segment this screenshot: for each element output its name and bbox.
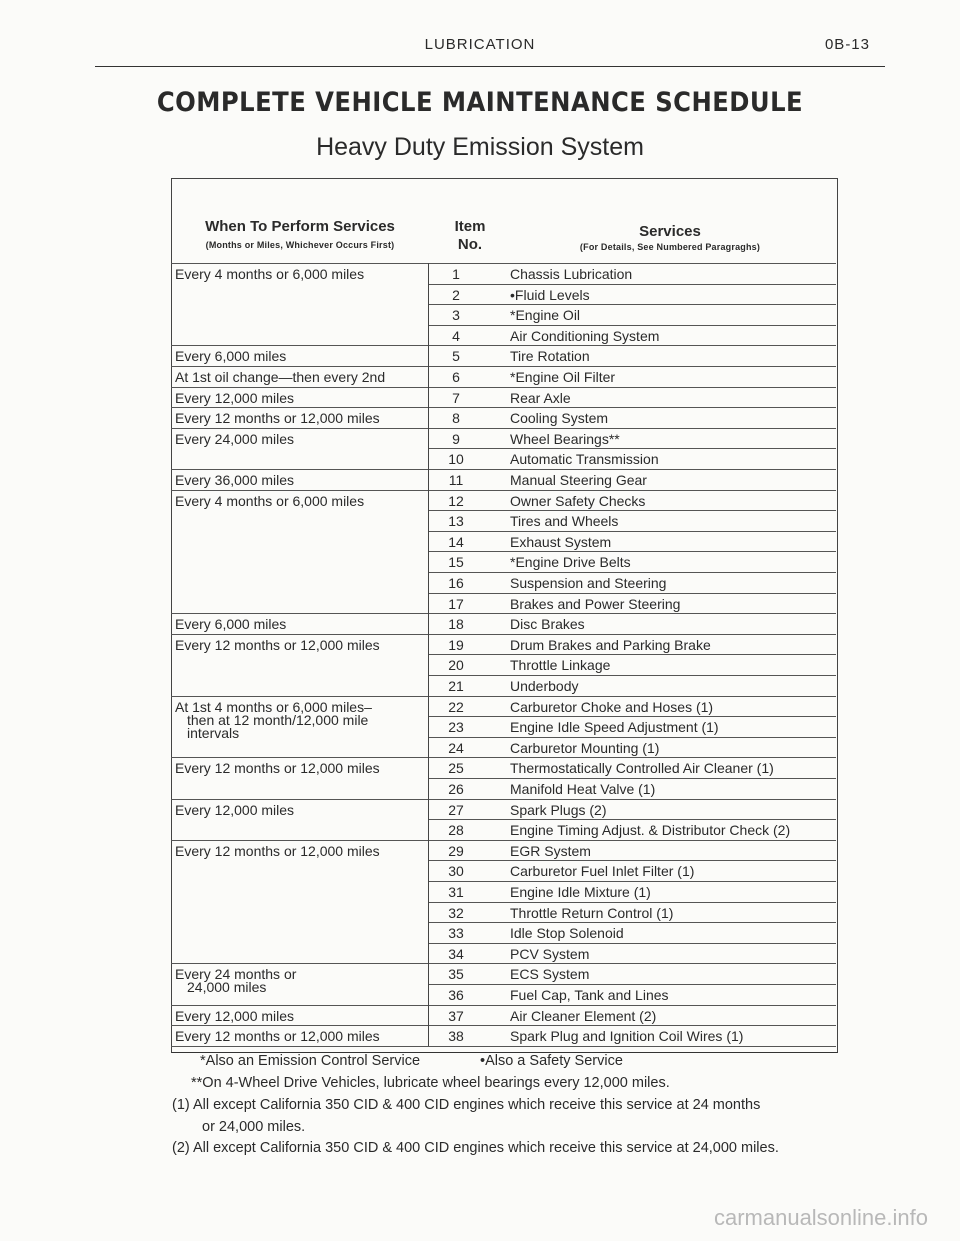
when-cell: Every 24,000 miles <box>175 430 295 447</box>
when-cell: Every 4 months or 6,000 miles <box>175 492 365 509</box>
service-name: Suspension and Steering <box>510 575 667 591</box>
when-cell: Every 24 months or <box>175 966 297 983</box>
item-number: 6 <box>452 369 460 385</box>
col-header-item: Item <box>454 218 486 235</box>
service-name: Thermostatically Controlled Air Cleaner (1) <box>510 760 774 777</box>
row-rule <box>428 984 836 985</box>
service-name: Automatic Transmission <box>510 451 659 468</box>
service-name: Tires and Wheels <box>510 513 619 530</box>
when-cell: Every 12,000 miles <box>175 801 295 818</box>
when-cell: Every 12 months or 12,000 miles <box>175 842 380 859</box>
when-cell: Every 12,000 miles <box>175 1007 295 1024</box>
row-rule <box>428 448 836 449</box>
row-rule <box>428 654 836 655</box>
item-number: 27 <box>448 801 464 818</box>
service-name: Throttle Linkage <box>510 657 611 674</box>
item-number: 29 <box>448 842 464 859</box>
row-rule <box>428 943 836 944</box>
item-number: 35 <box>448 966 464 983</box>
item-number: 1 <box>452 266 460 282</box>
service-name: Air Cleaner Element (2) <box>510 1007 657 1024</box>
col-subheader-when: (Months or Miles, Whichever Occurs First) <box>205 240 395 250</box>
service-name: Engine Idle Speed Adjustment (1) <box>510 719 719 736</box>
group-rule <box>171 469 836 470</box>
service-name: Engine Timing Adjust. & Distributor Check (2) <box>510 822 791 839</box>
when-cell: At 1st 4 months or 6,000 miles– <box>175 698 372 715</box>
table-header-rule <box>171 263 836 264</box>
row-rule <box>428 572 836 573</box>
item-number: 2 <box>452 286 460 303</box>
group-rule <box>171 428 836 429</box>
when-cell: Every 12,000 miles <box>175 389 295 406</box>
group-rule <box>171 634 836 635</box>
group-rule <box>171 1025 836 1026</box>
row-rule <box>428 716 836 717</box>
when-cell: Every 6,000 miles <box>175 348 287 365</box>
group-rule <box>171 345 836 346</box>
service-name: Underbody <box>510 678 579 694</box>
item-number: 11 <box>448 472 464 488</box>
page-subtitle: Heavy Duty Emission System <box>316 133 644 161</box>
group-rule <box>171 490 836 491</box>
service-name: Fuel Cap, Tank and Lines <box>510 987 669 1003</box>
service-name: Disc Brakes <box>510 616 585 633</box>
item-number: 31 <box>448 884 464 900</box>
when-cell: Every 4 months or 6,000 miles <box>175 266 365 282</box>
when-cell: At 1st oil change—then every 2nd <box>175 369 386 385</box>
item-number: 37 <box>448 1007 464 1024</box>
item-number: 15 <box>448 554 464 571</box>
service-name: Brakes and Power Steering <box>510 595 681 612</box>
note-2: (2) All except California 350 CID & 400 CID engines which receive this service at 24,000 miles. <box>172 1140 779 1156</box>
item-number: 32 <box>448 904 464 921</box>
item-number: 9 <box>452 430 460 447</box>
group-rule <box>171 696 836 697</box>
item-number: 34 <box>448 945 464 962</box>
when-cell: Every 6,000 miles <box>175 616 287 633</box>
group-rule <box>171 799 836 800</box>
item-number: 7 <box>452 389 460 406</box>
row-rule <box>428 531 836 532</box>
group-rule <box>171 757 836 758</box>
group-rule <box>171 840 836 841</box>
item-number: 4 <box>452 327 460 344</box>
col-header-when: When To Perform Services <box>205 218 395 235</box>
watermark: carmanualsonline.info <box>713 1205 928 1230</box>
when-cell: intervals <box>187 724 240 741</box>
row-rule <box>428 510 836 511</box>
item-number: 26 <box>448 781 464 797</box>
col-header-services: Services <box>639 223 701 240</box>
row-rule <box>428 325 836 326</box>
row-rule <box>428 304 836 305</box>
group-rule <box>171 366 836 367</box>
item-number: 25 <box>448 760 464 777</box>
legend-emission: *Also an Emission Control Service <box>200 1053 421 1069</box>
item-number: 13 <box>448 513 464 530</box>
service-name: •Fluid Levels <box>510 286 590 303</box>
item-number: 19 <box>448 636 464 653</box>
when-cell: Every 36,000 miles <box>175 472 295 488</box>
group-rule <box>171 1046 836 1047</box>
legend-safety: •Also a Safety Service <box>480 1053 623 1069</box>
item-number: 22 <box>448 698 464 715</box>
item-number: 14 <box>448 533 464 550</box>
note-wheel-bearings: **On 4-Wheel Drive Vehicles, lubricate wheel bearings every 12,000 miles. <box>191 1075 670 1091</box>
item-number: 10 <box>448 451 464 468</box>
service-name: Engine Idle Mixture (1) <box>510 884 651 900</box>
service-name: Manual Steering Gear <box>510 472 647 488</box>
service-name: Carburetor Mounting (1) <box>510 739 660 756</box>
item-number: 28 <box>448 822 464 839</box>
service-name: Idle Stop Solenoid <box>510 925 624 942</box>
col-header-item-no: No. <box>457 236 483 253</box>
col-subheader-services: (For Details, See Numbered Paragraghs) <box>579 242 761 252</box>
row-rule <box>428 860 836 861</box>
note-1: (1) All except California 350 CID & 400 CID engines which receive this service at 24 months <box>172 1097 761 1113</box>
service-name: Air Conditioning System <box>510 327 660 344</box>
row-rule <box>428 881 836 882</box>
service-name: *Engine Drive Belts <box>510 554 631 571</box>
service-name: Manifold Heat Valve (1) <box>510 781 656 797</box>
row-rule <box>428 819 836 820</box>
item-number: 38 <box>448 1028 464 1045</box>
service-name: Spark Plugs (2) <box>510 801 607 818</box>
service-name: Spark Plug and Ignition Coil Wires (1) <box>510 1028 744 1045</box>
service-name: Carburetor Fuel Inlet Filter (1) <box>510 863 695 880</box>
service-name: *Engine Oil <box>510 307 581 324</box>
row-rule <box>428 284 836 285</box>
row-rule <box>428 922 836 923</box>
page-number: 0B-13 <box>824 36 870 53</box>
service-name: Drum Brakes and Parking Brake <box>510 636 711 653</box>
item-number: 17 <box>448 595 464 612</box>
row-rule <box>428 675 836 676</box>
service-name: *Engine Oil Filter <box>510 369 616 385</box>
item-number: 33 <box>448 925 464 942</box>
item-number: 3 <box>452 307 460 324</box>
when-cell: Every 12 months or 12,000 miles <box>175 1028 380 1045</box>
service-name: Chassis Lubrication <box>510 266 633 282</box>
item-number: 12 <box>448 492 464 509</box>
row-rule <box>428 737 836 738</box>
service-name: Carburetor Choke and Hoses (1) <box>510 698 714 715</box>
item-number: 20 <box>448 657 464 674</box>
note-1-cont: or 24,000 miles. <box>202 1119 306 1135</box>
column-divider <box>428 263 429 1046</box>
group-rule <box>171 1005 836 1006</box>
item-number: 24 <box>448 739 464 756</box>
section-header: LUBRICATION <box>424 36 536 53</box>
item-number: 36 <box>448 987 464 1003</box>
item-number: 21 <box>448 678 464 694</box>
when-cell: Every 12 months or 12,000 miles <box>175 410 380 427</box>
service-name: Rear Axle <box>510 389 571 406</box>
service-name: Cooling System <box>510 410 609 427</box>
service-name: ECS System <box>510 966 590 983</box>
item-number: 5 <box>452 348 460 365</box>
row-rule <box>428 902 836 903</box>
row-rule <box>428 593 836 594</box>
row-rule <box>428 778 836 779</box>
group-rule <box>171 407 836 408</box>
item-number: 16 <box>448 575 464 591</box>
group-rule <box>171 613 836 614</box>
item-number: 8 <box>452 410 460 427</box>
item-number: 18 <box>448 616 464 633</box>
service-name: EGR System <box>510 842 591 859</box>
when-cell: then at 12 month/12,000 mile <box>187 711 369 728</box>
service-name: Throttle Return Control (1) <box>510 904 674 921</box>
when-cell: 24,000 miles <box>187 979 267 996</box>
service-name: Tire Rotation <box>510 348 590 365</box>
group-rule <box>171 963 836 964</box>
when-cell: Every 12 months or 12,000 miles <box>175 760 380 777</box>
service-name: PCV System <box>510 945 590 962</box>
service-name: Owner Safety Checks <box>510 492 646 509</box>
service-name: Wheel Bearings** <box>510 430 620 447</box>
when-cell: Every 12 months or 12,000 miles <box>175 636 380 653</box>
service-name: Exhaust System <box>510 533 612 550</box>
page-title: COMPLETE VEHICLE MAINTENANCE SCHEDULE <box>156 87 804 118</box>
item-number: 23 <box>448 719 464 736</box>
row-rule <box>428 551 836 552</box>
item-number: 30 <box>448 863 464 880</box>
group-rule <box>171 387 836 388</box>
header-rule <box>95 66 885 67</box>
